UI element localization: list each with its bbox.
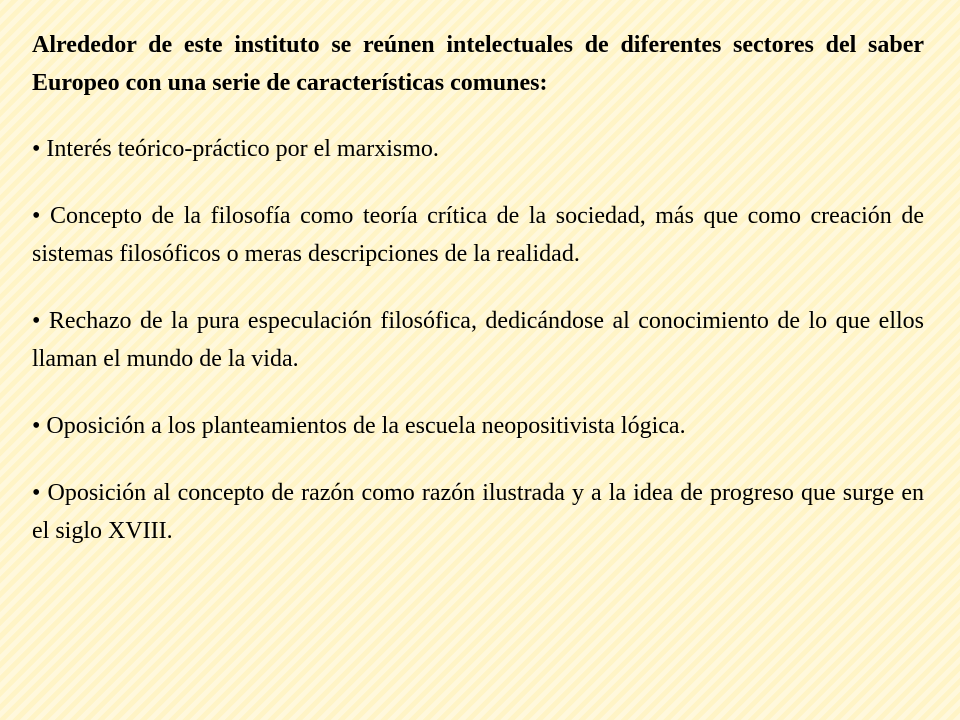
list-item-text: Concepto de la filosofía como teoría crítica de la sociedad, más que como creación de sistemas filosóficos o meras descripciones de la realidad.: [32, 203, 925, 267]
list-item-text: Interés teórico-práctico por el marxismo.: [46, 136, 439, 162]
intro-paragraph: Alrededor de este instituto se reúnen intelectuales de diferentes sectores del saber Europeo con una serie de características comunes:: [32, 32, 924, 96]
bullet-icon: •: [32, 136, 41, 162]
list-item: [32, 474, 924, 550]
slide-content: [32, 26, 924, 579]
list-item: [32, 130, 924, 168]
bullet-icon: •: [32, 203, 41, 229]
list-item: [32, 407, 924, 445]
list-item-text: Oposición a los planteamientos de la escuela neopositivista lógica.: [46, 413, 686, 439]
list-item-text: Rechazo de la pura especulación filosófica, dedicándose al conocimiento de lo que ellos llaman el mundo de la vida.: [32, 308, 925, 372]
list-item: [32, 197, 924, 273]
bullet-icon: •: [32, 413, 41, 439]
bullet-icon: •: [32, 480, 41, 506]
list-item-text: Oposición al concepto de razón como razón ilustrada y a la idea de progreso que surge en el siglo XVIII.: [32, 480, 925, 544]
bullet-icon: •: [32, 308, 41, 334]
list-item: [32, 302, 924, 378]
